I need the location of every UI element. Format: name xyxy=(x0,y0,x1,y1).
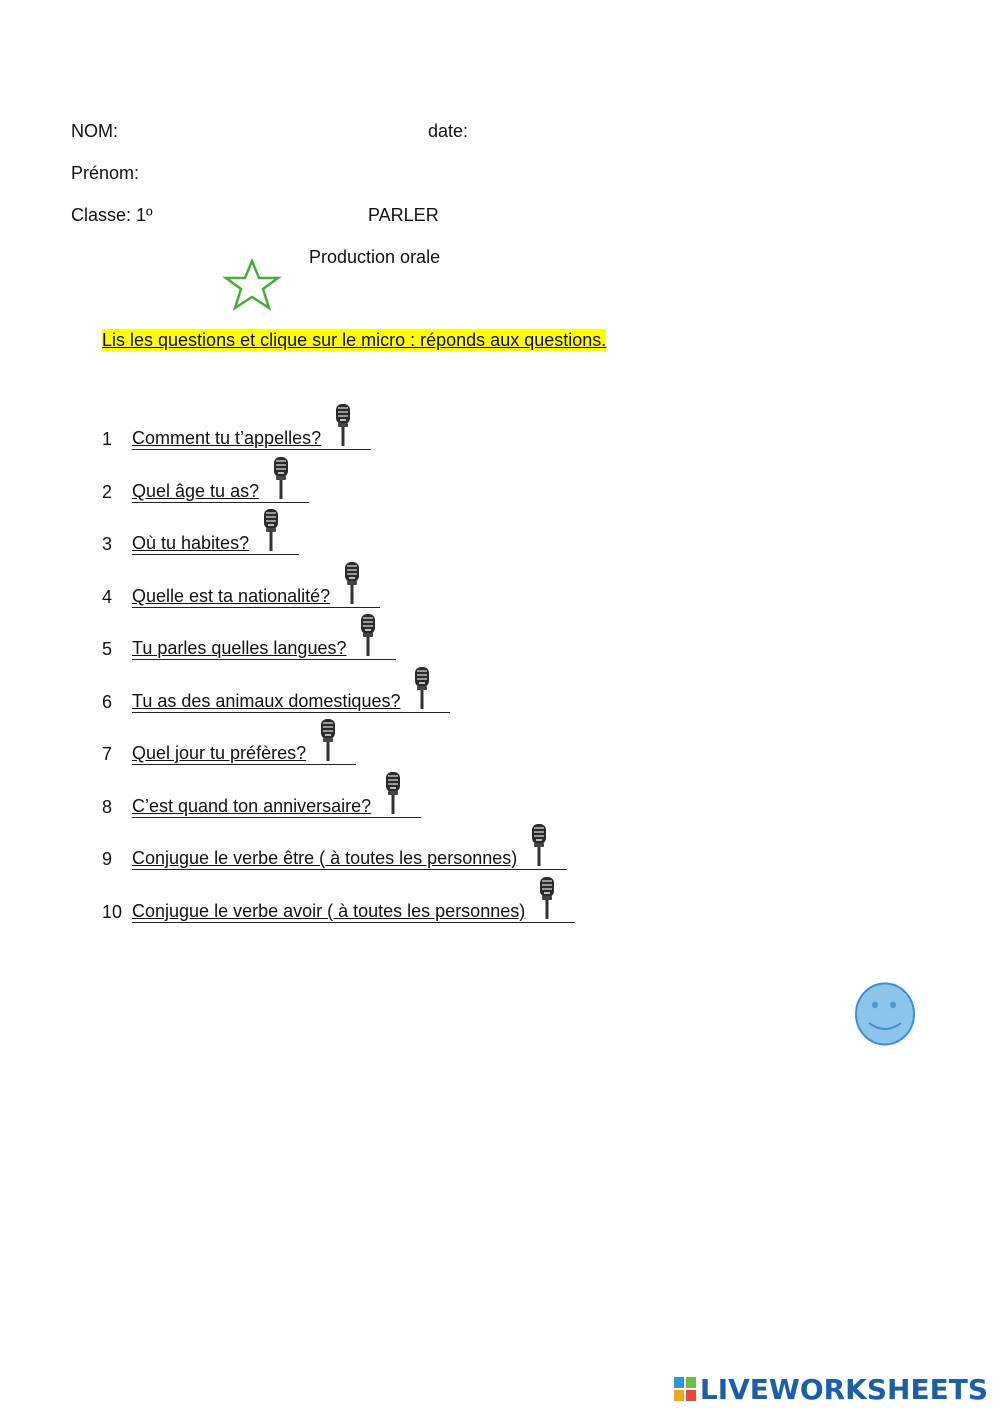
star-icon xyxy=(220,258,284,312)
question-number: 4 xyxy=(102,587,113,607)
microphone-icon[interactable] xyxy=(342,561,362,605)
logo-mark-icon xyxy=(673,1376,697,1402)
answer-line xyxy=(132,847,567,870)
answer-line xyxy=(132,427,371,450)
answer-line xyxy=(132,585,380,608)
microphone-icon[interactable] xyxy=(358,613,378,657)
question-text: Conjugue le verbe être ( à toutes les personnes) xyxy=(132,848,518,868)
answer-line xyxy=(132,795,421,818)
answer-line xyxy=(132,742,356,765)
question-text: C’est quand ton anniversaire? xyxy=(132,796,372,816)
answer-line xyxy=(132,637,396,660)
skill-title: PARLER xyxy=(368,205,439,225)
microphone-icon[interactable] xyxy=(318,718,338,762)
question-number: 6 xyxy=(102,692,113,712)
microphone-icon[interactable] xyxy=(271,456,291,500)
smiley-icon xyxy=(853,981,917,1047)
answer-line xyxy=(132,690,450,713)
microphone-icon[interactable] xyxy=(529,823,549,867)
microphone-icon[interactable] xyxy=(383,771,403,815)
question-number: 2 xyxy=(102,482,113,502)
question-text: Tu parles quelles langues? xyxy=(132,638,347,658)
nom-label: NOM: xyxy=(71,121,118,141)
microphone-icon[interactable] xyxy=(537,876,557,920)
question-text: Conjugue le verbe avoir ( à toutes les personnes) xyxy=(132,901,526,921)
classe-label: Classe: 1º xyxy=(71,205,153,225)
question-number: 9 xyxy=(102,849,113,869)
prenom-label: Prénom: xyxy=(71,163,140,183)
date-label: date: xyxy=(428,121,469,141)
question-text: Comment tu t’appelles? xyxy=(132,428,322,448)
question-number: 5 xyxy=(102,639,113,659)
liveworksheets-logo xyxy=(673,1372,988,1406)
question-text: Quel âge tu as? xyxy=(132,481,260,501)
answer-line xyxy=(132,900,575,923)
subtitle: Production orale xyxy=(309,247,441,267)
logo-text: LIVEWORKSHEETS xyxy=(699,1372,988,1406)
microphone-icon[interactable] xyxy=(333,403,353,447)
instruction: Lis les questions et clique sur le micro : réponds aux questions. xyxy=(102,330,607,350)
question-number: 1 xyxy=(102,429,113,449)
question-text: Quelle est ta nationalité? xyxy=(132,586,331,606)
question-number: 8 xyxy=(102,797,113,817)
question-text: Tu as des animaux domestiques? xyxy=(132,691,401,711)
question-number: 10 xyxy=(102,902,123,922)
answer-line xyxy=(132,532,299,555)
question-text: Où tu habites? xyxy=(132,533,250,553)
microphone-icon[interactable] xyxy=(261,508,281,552)
answer-line xyxy=(132,480,309,503)
microphone-icon[interactable] xyxy=(412,666,432,710)
question-number: 3 xyxy=(102,534,113,554)
question-number: 7 xyxy=(102,744,113,764)
question-text: Quel jour tu préfères? xyxy=(132,743,307,763)
